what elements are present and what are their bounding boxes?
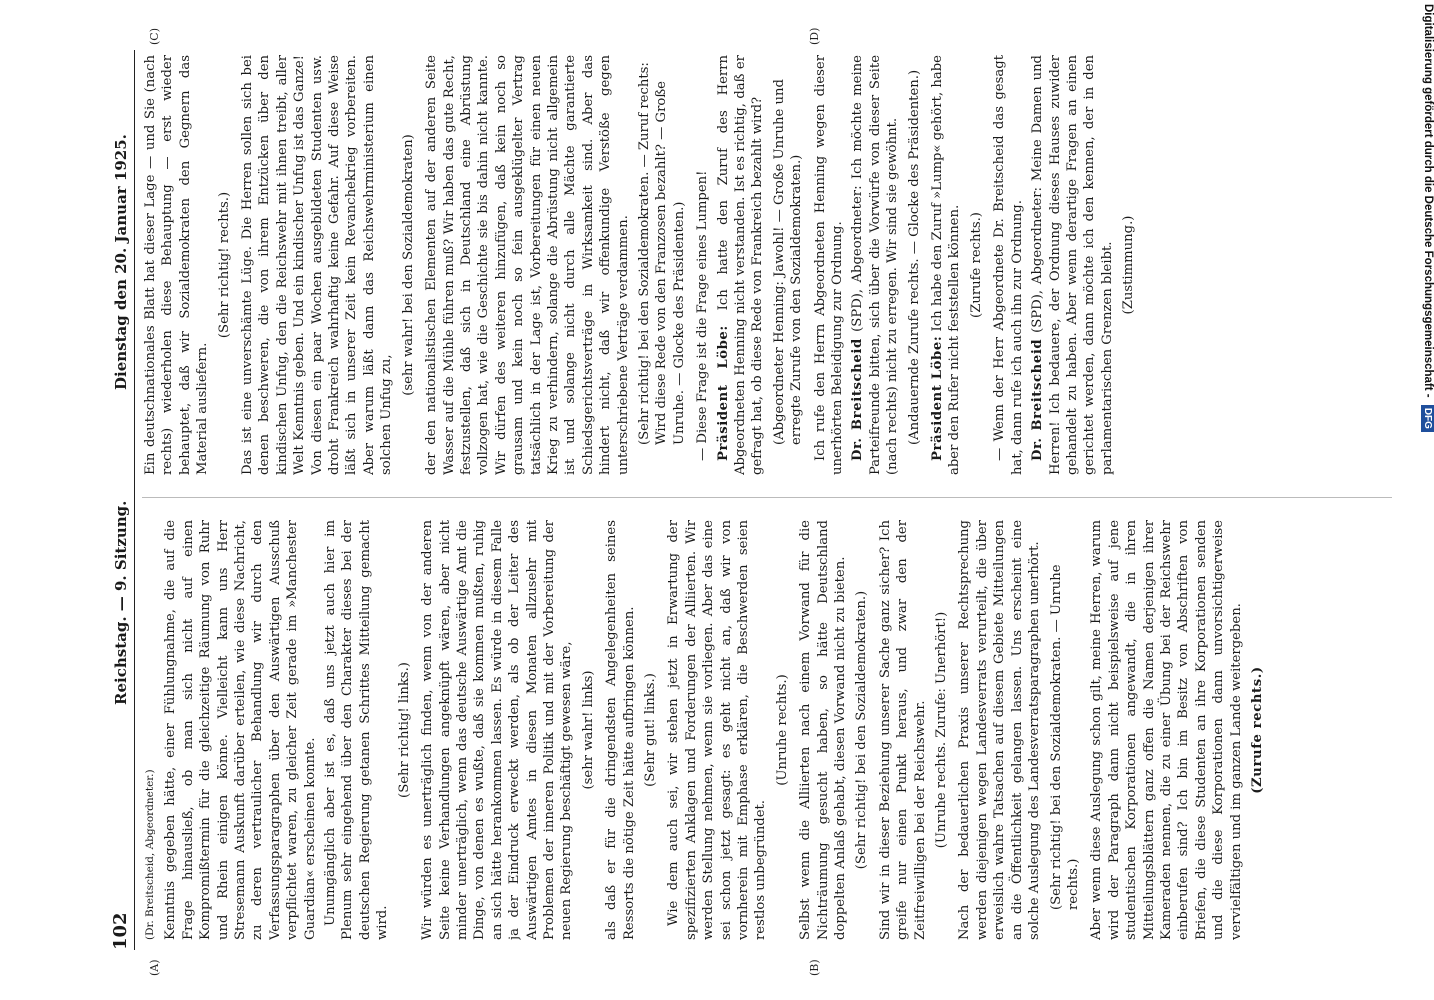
rotated-document-page bbox=[108, 27, 1398, 976]
speaker-name: Dr. Breitscheid bbox=[1030, 338, 1046, 461]
paragraph bbox=[715, 55, 767, 475]
interjection: (Sehr richtig! rechts.) bbox=[216, 191, 232, 339]
speaker-name: Präsident Löbe: bbox=[930, 335, 946, 461]
interjection: (Sehr richtig! bei den Sozialdemokraten. — Unruhe rechts.) bbox=[1048, 564, 1081, 910]
page-header bbox=[108, 50, 135, 950]
margin-mark-b: (B) bbox=[808, 959, 821, 976]
dfg-logo: DFG bbox=[1421, 405, 1434, 432]
margin-mark-d: (D) bbox=[808, 27, 821, 45]
paragraph: Aber wenn diese Auslegung schon gilt, meine Herren, warum wird der Paragraph dann nicht beispielsweise auf jene studentischen Korporationen angewandt, die in ihren Mitteilungsblättern ganz offen die Namen derjenigen ihrer Kameraden nennen, die zu einer Übung bei der Reichswehr einberufen sind? Ich bin im Besitz von Abschriften von Briefen, die diese Studenten an ihre Korporationen senden und die diese Korporationen dann unvorsichtigerweise vervielfältigen und im ganzen Lande weitergeben. bbox=[1089, 520, 1244, 940]
header-date: Dienstag den 20. Januar 1925. bbox=[112, 134, 130, 390]
interjection: (sehr wahr! links) bbox=[580, 670, 596, 790]
paragraph: Kenntnis gegeben hätte, einer Fühlungnahme, die auf die Frage hinausließ, ob man sich nicht auf einen Kompromißtermin für die gleichzeitige Räumung von Ruhr und Rhein einigen könne. Vielleicht kann uns Herr Stresemann Auskunft darüber erteilen, wie diese Nachricht, zu deren vertraulicher Behandlung wir durch den Verfassungsparagraphen über den Auswärtigen Ausschuß verpflichtet waren, zu gleicher Zeit gerade im »Manchester Guardian« erscheinen konnte. bbox=[163, 520, 318, 940]
speaker-running-head: (Dr. Breitscheid, Abgeordneter.) bbox=[144, 769, 156, 940]
interjection: (Abgeordneter Henning: Jawohl! — Große Unruhe und erregte Zurufe von den Sozialdemokraten.) bbox=[771, 79, 805, 445]
right-text-column bbox=[142, 55, 1392, 475]
interjection: (Sehr richtig! bei den Sozialdemokraten. — Zuruf rechts: Wird diese Rede von den Franzosen bezahlt? — Große Unruhe. — Glocke des Präsidenten.) bbox=[636, 62, 687, 445]
speaker-name: Dr. Breitscheid bbox=[850, 338, 866, 461]
paragraph: Selbst wenn die Alliierten nach einem Vorwand für die Nichträumung gesucht haben, so hätte Deutschland doppelten Anlaß gehabt, diesen Vorwand nicht zu bieten. bbox=[798, 520, 849, 940]
speech-text: Ich habe den Zuruf »Lump« gehört, habe aber den Rufer nicht feststellen können. bbox=[930, 55, 963, 475]
margin-mark-c: (C) bbox=[148, 28, 161, 45]
speech-text: Ich hatte den Zuruf des Herrn Abgeordneten Henning nicht verstanden. Ist es richtig, daß er gefragt hat, ob diese Rede von Frankreich bezahlt wird? bbox=[715, 55, 766, 475]
paragraph: Ich rufe den Herrn Abgeordneten Henning wegen dieser unerhörten Beleidigung zur Ordnung. bbox=[812, 55, 846, 475]
left-text-column bbox=[142, 520, 1392, 940]
interjection: (Zustimmung.) bbox=[1121, 215, 1137, 315]
paragraph: Wie dem auch sei, wir stehen jetzt in Erwartung der spezifizierten Anklagen und Forderungen der Alliierten. Wir werden Stellung nehmen, wenn sie vorliegen. Aber das eine sei schon jetzt gesagt: es geht nicht an, daß wir von vornherein mit Emphase erklären, die Beschwerden seien restlos unbegründet. bbox=[666, 520, 769, 940]
paragraph: der den nationalistischen Elementen auf der anderen Seite Wasser auf die Mühle führen muß? Wir haben das gute Recht, festzustellen, daß sich in Deutschland eine Abrüstung vollzogen hat, wie die Geschichte sie bis dahin nicht kannte. Wir dürfen des weiteren hinzufügen, daß kein noch so grausam und kein noch so fein ausgeklügelter Vertrag tatsächlich in der Lage ist, Vorbereitungen für einen neuen Krieg zu verhindern, solange die Abrüstung nicht allgemein ist und solange nicht durch alle Mächte garantierte Schiedsgerichtsverträge in Wirksamkeit sind. Aber das hindert nicht, daß wir offenkundige Verstöße gegen unterschriebene Verträge verdammen. bbox=[424, 55, 631, 475]
paragraph: Sind wir in dieser Beziehung unserer Sache ganz sicher? Ich greife nur einen Punkt heraus, und zwar den der Zeitfreiwilligen bei der Reichswehr. bbox=[877, 520, 928, 940]
interjection: (Zurufe rechts.) bbox=[1249, 666, 1265, 794]
paragraph bbox=[849, 55, 901, 475]
header-session: Reichstag. — 9. Sitzung. bbox=[112, 500, 130, 705]
interjection: (Sehr richtig! links.) bbox=[396, 662, 412, 798]
paragraph: als daß er für die dringendsten Angelegenheiten seines Ressorts die nötige Zeit hätte aufbringen können. bbox=[604, 520, 637, 940]
paragraph: Ein deutschnationales Blatt hat dieser Lage — und Sie (nach rechts) wiederholen diese Behauptung — erst wieder behauptet, daß wir Sozialdemokraten den Gegnern das Material ausliefern. bbox=[143, 55, 211, 475]
page-number: 102 bbox=[110, 912, 131, 950]
paragraph: — Wenn der Herr Abgeordnete Dr. Breitscheid das gesagt hat, dann rufe ich auch ihn zur Ordnung. bbox=[992, 55, 1025, 475]
paragraph bbox=[1029, 55, 1116, 475]
interjection: (Zurufe rechts.) bbox=[968, 212, 984, 318]
interjection: (Andauernde Zurufe rechts. — Glocke des Präsidenten.) bbox=[906, 69, 922, 445]
speaker-name: Präsident Löbe: bbox=[715, 325, 731, 461]
paragraph: Das ist eine unverschämte Lüge. Die Herren sollen sich bei denen beschweren, die von ihrem Entzücken über den kindischen Unfug, den die Reichswehr mit ihnen treibt, aller Welt Kenntnis geben. Und ein kindischer Unfug ist das Ganze! Von diesen ein paar Wochen ausgebildeten Studenten usw. droht Frankreich wahrhaftig keine Gefahr. Auf diese Weise läßt sich in unserer Zeit kein Revanchekrieg vorbereiten. Aber warum läßt dann das Reichswehrministerium einen solchen Unfug zu, bbox=[240, 55, 395, 475]
digitization-note-text: Digitalisierung gefördert durch die Deutsche Forschungsgemeinschaft - bbox=[1422, 4, 1434, 398]
interjection: (sehr wahr! bei den Sozialdemokraten) bbox=[400, 134, 416, 396]
interjection: (Unruhe rechts. Zurufe: Unerhört!) bbox=[934, 611, 950, 849]
interjection: (Sehr richtig! bei den Sozialdemokraten.) bbox=[854, 590, 870, 870]
speech-text: (SPD), Abgeordneter: Ich möchte meine Parteifreunde bitten, sich über die Vorwürfe von dieser Seite (nach rechts) nicht zu erregen. Wir sind sie gewöhnt. bbox=[850, 55, 901, 475]
paragraph: — Diese Frage ist die Frage eines Lumpen! bbox=[695, 170, 711, 461]
margin-mark-a: (A) bbox=[148, 959, 161, 976]
paragraph: Unumgänglich aber ist es, daß uns jetzt auch hier im Plenum sehr eingehend über den Charakter dieses bei der deutschen Regierung getanen Schrittes Mitteilung gemacht wird. bbox=[323, 520, 391, 940]
interjection: (Sehr gut! links.) bbox=[642, 673, 658, 787]
paragraph bbox=[929, 55, 964, 475]
paragraph: Nach der bedauerlichen Praxis unserer Rechtsprechung werden diejenigen wegen Landesverrats verurteilt, die über erweislich wahre Tatsachen auf diesem Gebiete Mitteilungen an die Öffentlichkeit gelangen lassen. Uns erscheint eine solche Auslegung des Landesverratsparagraphen unerhört. bbox=[957, 520, 1043, 940]
paragraph: Wir würden es unerträglich finden, wenn von der anderen Seite keine Verhandlungen angeknüpft wären, aber nicht minder unerträglich, wenn das deutsche Auswärtige Amt die Dinge, von denen es wußte, daß sie kommen mußten, ruhig an sich hätte herankommen lassen. Es würde in diesem Falle ja der Eindruck erweckt werden, als ob der Leiter des Auswärtigen Amtes in diesen Monaten allzusehr mit Problemen der inneren Politik und mit der Vorbereitung der neuen Regierung beschäftigt gewesen wäre, bbox=[420, 520, 575, 940]
speech-text: (SPD), Abgeordneter: Meine Damen und Herren! Ich bedauere, der Ordnung dieses Hauses zuwider gehandelt zu haben. Aber wenn derartige Fragen an einen gerichtet werden, dann möchte ich den kennen, der in den parlamentarischen Grenzen bleibt. bbox=[1030, 55, 1115, 475]
digitization-note bbox=[1412, 4, 1434, 429]
interjection: (Unruhe rechts.) bbox=[774, 674, 790, 786]
column-divider bbox=[142, 497, 1392, 498]
